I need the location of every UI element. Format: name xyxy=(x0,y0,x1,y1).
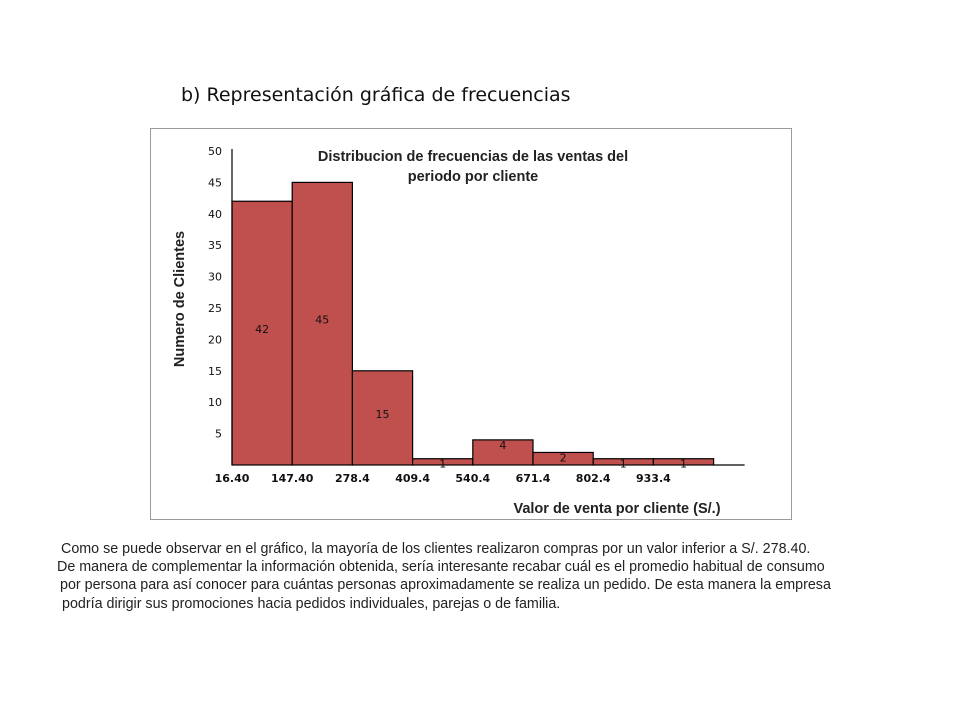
section-heading: b) Representación gráfica de frecuencias xyxy=(181,84,571,106)
x-tick-label: 147.40 xyxy=(270,472,314,485)
bar-data-label: 2 xyxy=(559,451,567,465)
y-tick-label: 45 xyxy=(208,176,222,190)
y-axis-label: Numero de Clientes xyxy=(172,230,188,368)
y-tick-label: 20 xyxy=(208,333,222,347)
chart-title-line: Distribucion de frecuencias de las ventas del xyxy=(317,149,629,165)
y-tick-label: 25 xyxy=(208,302,222,315)
x-tick-label: 802.4 xyxy=(575,472,611,485)
y-tick-label: 10 xyxy=(208,396,222,410)
x-tick-label: 16.40 xyxy=(214,472,250,485)
y-tick-label: 50 xyxy=(208,145,222,158)
y-tick-label: 15 xyxy=(208,364,222,378)
bar-data-label: 15 xyxy=(375,407,390,421)
y-tick-label: 5 xyxy=(215,427,222,441)
y-tick-label: 35 xyxy=(208,239,222,253)
x-tick-label: 540.4 xyxy=(455,472,491,485)
histogram-svg xyxy=(151,129,791,519)
bar-data-label: 1 xyxy=(439,457,447,471)
paragraph-line-2: De manera de complementar la información obtenida, sería interesante recabar cuál es el promedio habitual de consumo xyxy=(57,559,825,576)
bar-data-label: 1 xyxy=(619,457,627,471)
paragraph-line-3: por persona para así conocer para cuántas personas aproximadamente se realiza un pedido. De esta manera la empresa xyxy=(60,577,831,594)
bar-data-label: 42 xyxy=(255,323,270,337)
y-tick-label: 40 xyxy=(208,207,222,221)
x-tick-label: 409.4 xyxy=(395,472,430,485)
x-axis-label: Valor de venta por cliente (S/.) xyxy=(513,501,721,517)
y-tick-label: 30 xyxy=(208,270,222,284)
bar-data-label: 4 xyxy=(499,438,507,452)
conclusion-paragraph xyxy=(54,540,944,613)
paragraph-line-1: Como se puede observar en el gráfico, la mayoría de los clientes realizaron compras por un valor inferior a S/. 278.40. xyxy=(61,541,811,557)
histogram-chart xyxy=(150,128,792,520)
chart-title-line: periodo por cliente xyxy=(407,169,539,185)
bar-data-label: 1 xyxy=(680,457,687,471)
x-tick-label: 671.4 xyxy=(515,472,551,485)
bar-data-label: 45 xyxy=(315,313,330,327)
paragraph-line-4: podría dirigir sus promociones hacia pedidos individuales, parejas o de familia. xyxy=(62,595,561,612)
x-tick-label: 278.4 xyxy=(335,472,370,485)
x-tick-label: 933.4 xyxy=(636,472,671,485)
